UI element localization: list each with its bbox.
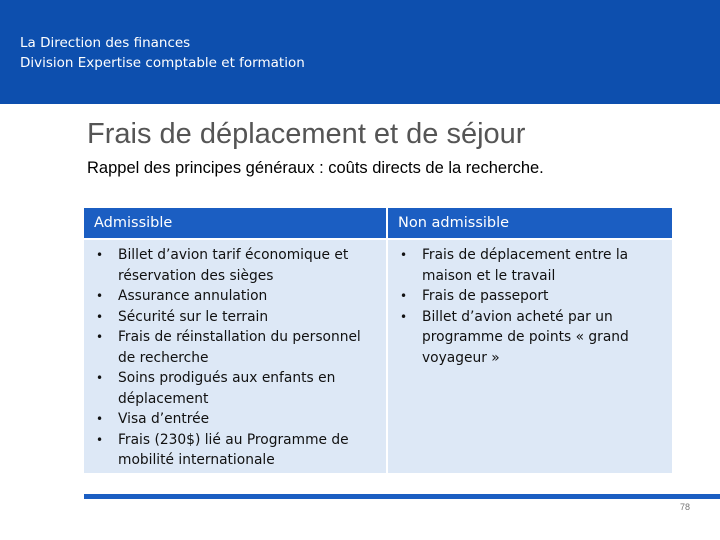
admissible-cell: [84, 240, 386, 473]
slide-subtitle: Rappel des principes généraux : coûts directs de la recherche.: [87, 159, 544, 177]
header-line-2: Division Expertise comptable et formation: [20, 55, 305, 71]
bullet-icon: •: [400, 289, 408, 303]
list-item: • Soins prodigués aux enfants en déplacement: [96, 370, 336, 407]
list-item: • Assurance annulation: [84, 286, 386, 307]
table-header-non-admissible: Non admissible: [388, 208, 672, 238]
header-line-1: La Direction des finances: [20, 35, 191, 51]
list-item: • Frais (230$) lié au Programme de mobilité internationale: [96, 431, 349, 468]
table-header-admissible: Admissible: [84, 208, 386, 238]
bullet-icon: •: [96, 412, 104, 426]
bullet-icon: •: [400, 309, 408, 324]
bullet-icon: •: [96, 248, 104, 262]
list-item: • Frais de déplacement entre la maison et le travail: [400, 247, 629, 284]
list-item: • Billet d’avion acheté par un programme de points « grand voyageur »: [400, 308, 629, 366]
non-admissible-list: [388, 240, 672, 368]
bullet-icon: •: [96, 289, 104, 303]
list-item: • Visa d’entrée: [84, 409, 386, 430]
bullet-icon: •: [96, 309, 104, 324]
list-item: • Billet d’avion tarif économique et réservation des sièges: [96, 247, 349, 284]
header-banner: [0, 0, 720, 104]
list-item: • Sécurité sur le terrain: [84, 307, 386, 328]
bullet-icon: •: [96, 432, 104, 447]
page-number: 78: [679, 502, 690, 512]
slide-title: Frais de déplacement et de séjour: [87, 118, 526, 150]
list-item: • Frais de réinstallation du personnel de recherche: [96, 329, 361, 366]
non-admissible-cell: [388, 240, 672, 473]
footer-bar: [84, 494, 720, 499]
bullet-icon: •: [96, 330, 104, 344]
list-item: • Frais de passeport: [388, 286, 672, 307]
principles-table: [84, 208, 672, 473]
bullet-icon: •: [96, 371, 104, 385]
bullet-icon: •: [400, 248, 408, 262]
admissible-list: [84, 240, 386, 471]
